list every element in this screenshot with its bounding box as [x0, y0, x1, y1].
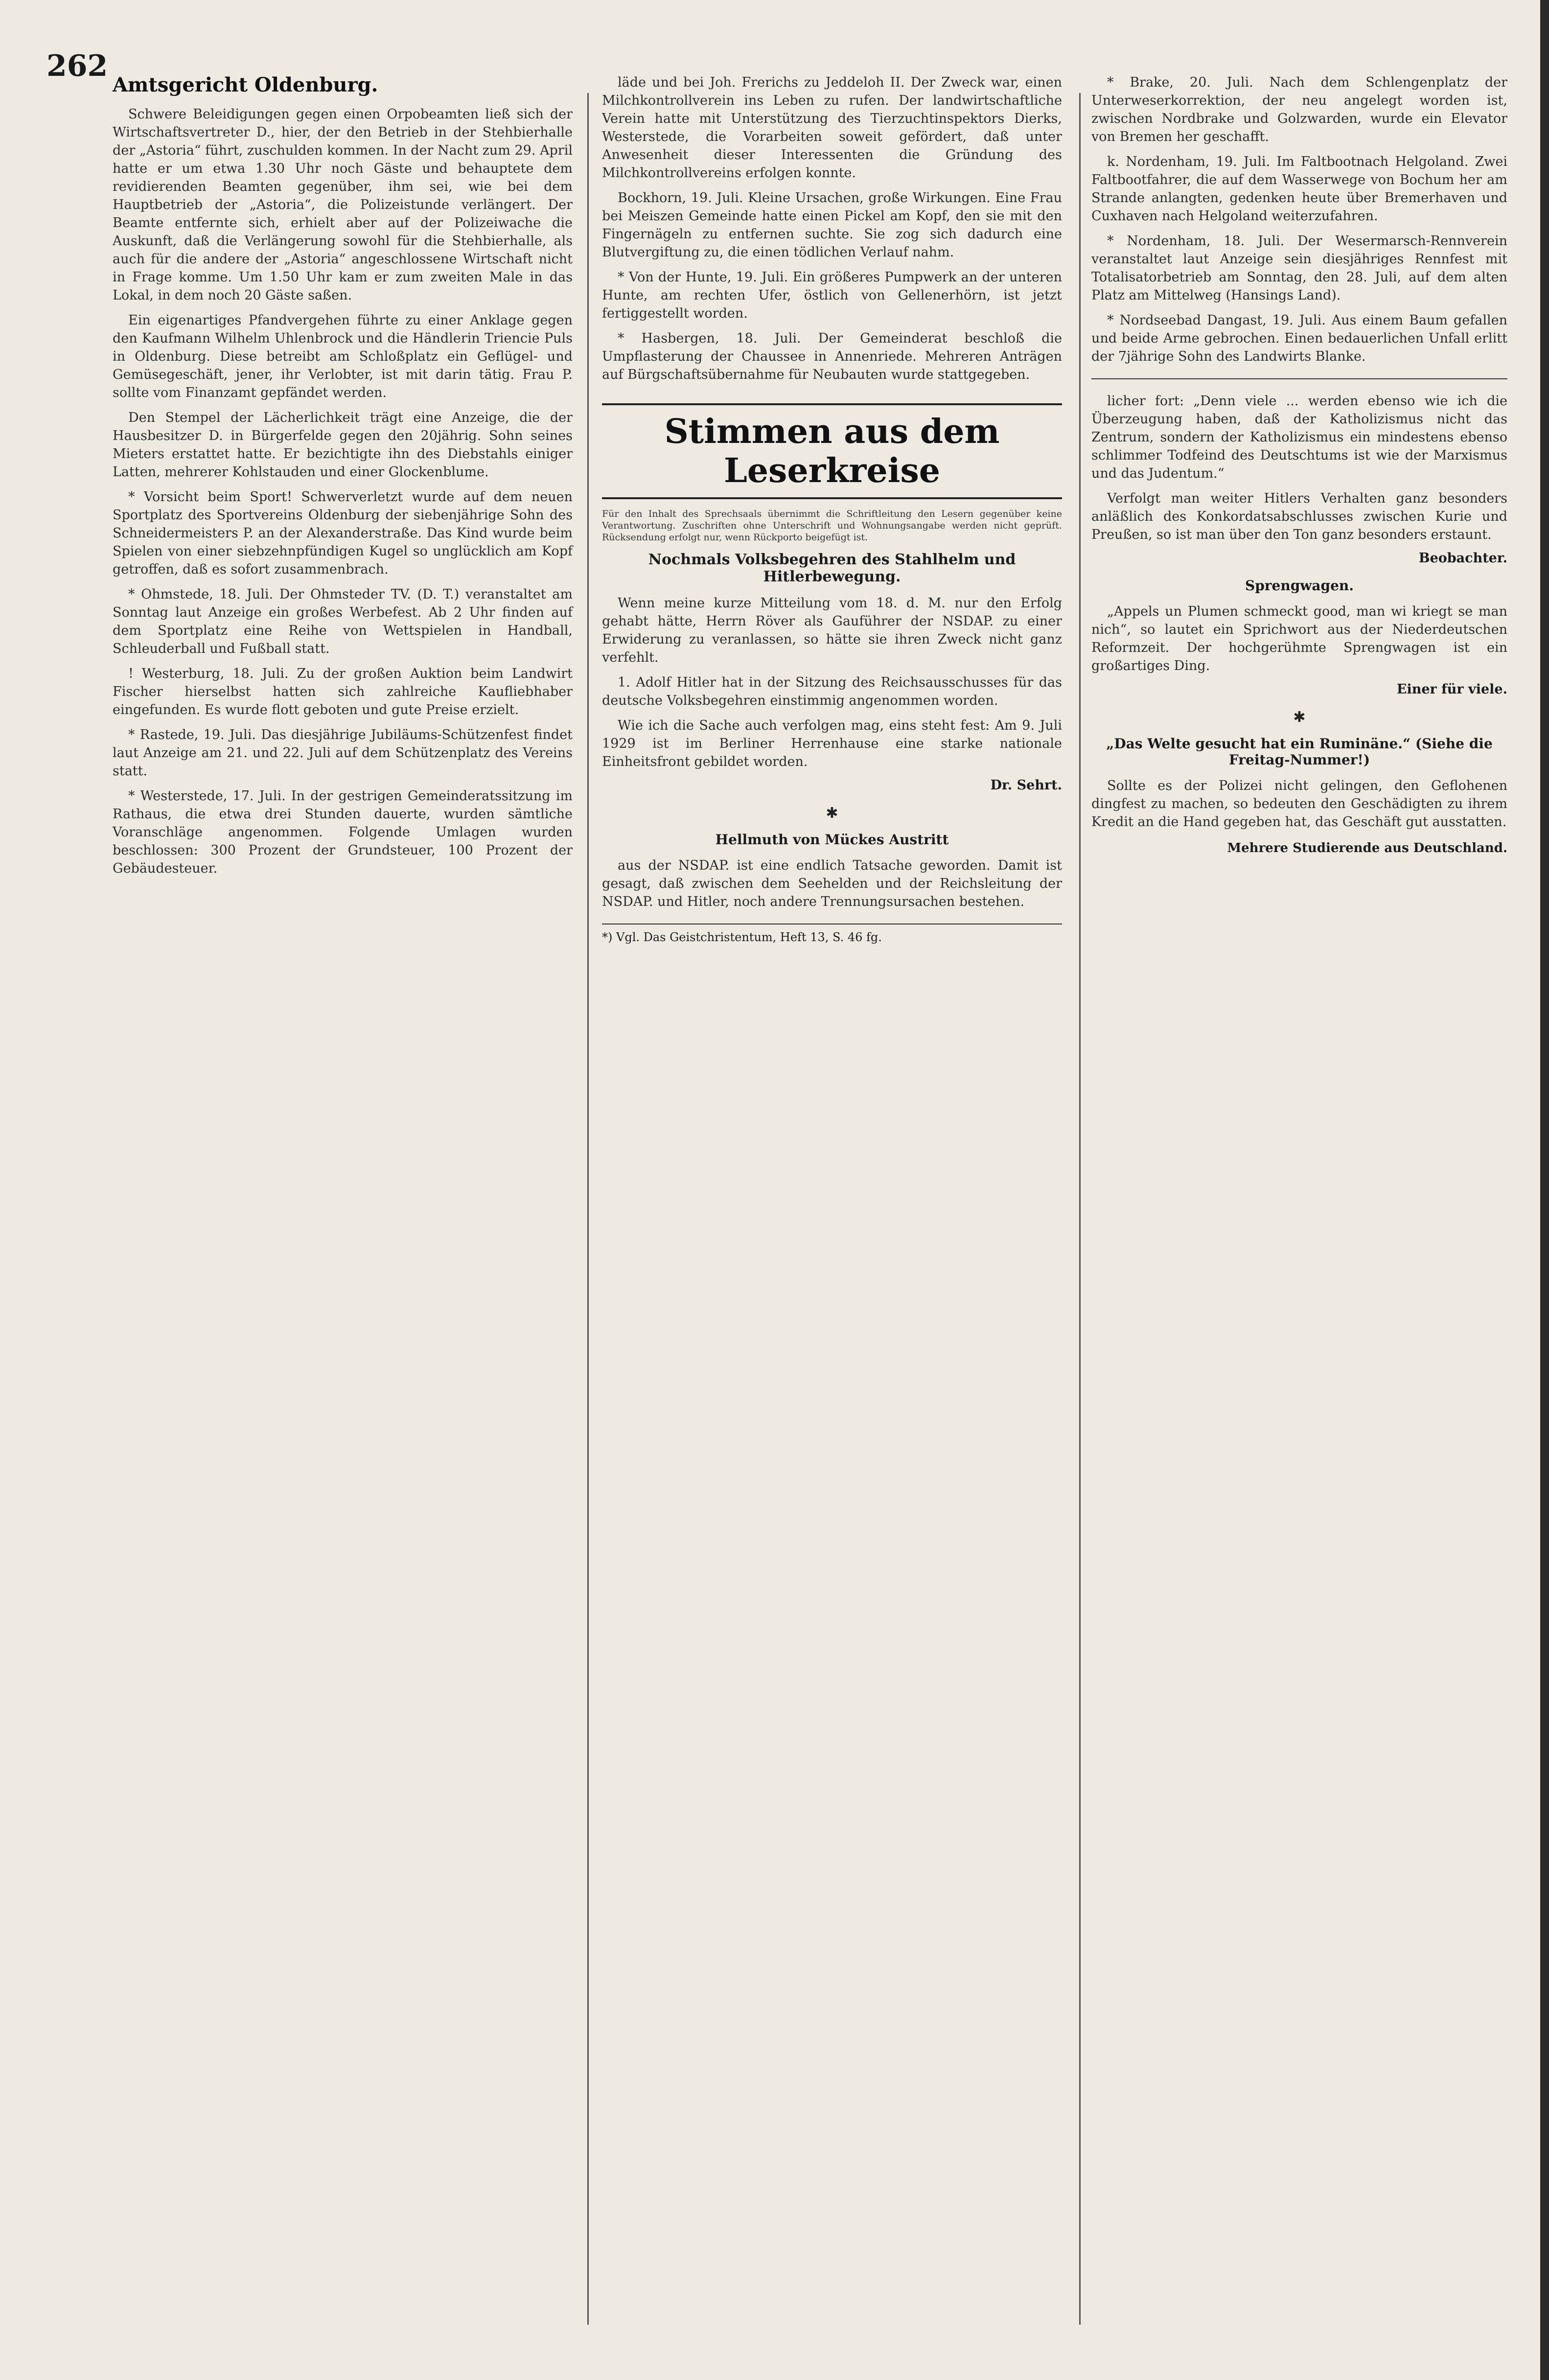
footnote: *) Vgl. Das Geistchristentum, Heft 13, S. 46 fg.: [602, 924, 1062, 945]
letter-heading: Sprengwagen.: [1245, 578, 1354, 594]
letter-paragraph: Verfolgt man weiter Hitlers Verhalten ganz besonders anläßlich des Konkordatsabschlusses zwischen Kurie und Preußen, so ist man über den Ton ganz besonders erstaunt.: [1091, 491, 1507, 542]
section-heading-amtsgericht: Amtsgericht Oldenburg.: [113, 73, 378, 96]
news-item: * Hasbergen, 18. Juli. Der Gemeinderat beschloß die Umpflasterung der Chaussee in Annenriede. Mehreren Anträgen auf Bürgschaftsübernahme für Neubauten wurde stattgegeben.: [602, 331, 1062, 382]
letter-paragraph: aus der NSDAP. ist eine endlich Tatsache geworden. Damit ist gesagt, daß zwischen dem Seehelden und der Reichsleitung der NSDAP. und Hitler, noch andere Trennungsursachen bestehen.: [602, 858, 1062, 909]
page-number: 262: [46, 49, 108, 83]
column-1: [113, 73, 573, 884]
news-item: * Nordenham, 18. Juli. Der Wesermarsch-Rennverein veranstaltet laut Anzeige sein diesjähriges Rennfest mit Totalisatorbetrieb am Sonntag, den 28. Juli, auf dem alten Platz am Mittelweg (Hansings Land).: [1091, 233, 1507, 303]
article-paragraph: Schwere Beleidigungen gegen einen Orpobeamten ließ sich der Wirtschaftsvertreter D., hier, der den Betrieb in der Stehbierhalle der „Astoria“ führt, zuschulden kommen. In der Nacht zum 29. April hatte er um etwa 1.30 Uhr noch Gäste und behauptete dem revidierenden Beamten gegenüber, ihm sei, wie bei dem Hauptbetrieb der „Astoria“, die Polizeistunde verlängert. Der Beamte entfernte sich, erhielt aber auf der Polizeiwache die Auskunft, daß die Verlängerung sowohl für die Stehbierhalle, als auch für die andere der „Astoria“ angeschlossene Wirtschaft nicht in Frage komme. Um 1.50 Uhr kam er zum zweiten Male in das Lokal, in dem noch 20 Gäste saßen.: [113, 107, 573, 303]
letter-paragraph: 1. Adolf Hitler hat in der Sitzung des Reichsausschusses für das deutsche Volksbegehren einstimmig angenommen worden.: [602, 675, 1062, 708]
letter-heading: Nochmals Volksbegehren des Stahlhelm und Hitlerbewegung.: [648, 551, 1016, 585]
divider-line: [1091, 378, 1507, 379]
letter-signature: Einer für viele.: [1396, 682, 1507, 697]
letter-signature: Mehrere Studierende aus Deutschland.: [1227, 841, 1507, 855]
news-item: * Brake, 20. Juli. Nach dem Schlengenplatz der Unterweserkorrektion, der neu angelegt worden ist, zwischen Nordbrake und Golzwarden, wurde ein Elevator von Bremen her geschafft.: [1091, 75, 1507, 144]
news-item: * Nordseebad Dangast, 19. Juli. Aus einem Baum gefallen und beide Arme gebrochen. Einen bedauerlichen Unfall erlitt der 7jährige Sohn des Landwirts Blanke.: [1091, 313, 1507, 364]
news-item: * Westerstede, 17. Juli. In der gestrigen Gemeinderatssitzung im Rathaus, die etwa drei Stunden dauerte, wurden sämtliche Voranschläge angenommen. Folgende Umlagen wurden beschlossen: 300 Prozent der Grundsteuer, 100 Prozent der Gebäudesteuer.: [113, 788, 573, 876]
news-item: * Von der Hunte, 19. Juli. Ein größeres Pumpwerk an der unteren Hunte, am rechten Ufer, östlich von Gellenerhörn, ist jetzt fertiggestellt worden.: [602, 270, 1062, 321]
news-item: k. Nordenham, 19. Juli. Im Faltbootnach Helgoland. Zwei Faltbootfahrer, die auf dem Wasserwege von Bochum her am Strande anlangten, gedenken heute über Bremerhaven und Cuxhaven nach Helgoland weiterzufahren.: [1091, 154, 1507, 224]
article-paragraph: Den Stempel der Lächerlichkeit trägt eine Anzeige, die der Hausbesitzer D. in Bürgerfelde gegen den 20jährig. Sohn seines Mieters erstattet hatte. Er bezichtigte ihn des Diebstahls einiger Latten, mehrerer Kohlstauden und einer Glockenblume.: [113, 410, 573, 480]
article-paragraph: Ein eigenartiges Pfandvergehen führte zu einer Anklage gegen den Kaufmann Wilhelm Uhlenbrock und die Händlerin Triencie Puls in Oldenburg. Diese betreibt am Schloßplatz ein Geflügel- und Gemüsegeschäft, jener, ihr Verlobter, ist mit darin tätig. Frau P. sollte vom Finanzamt gepfändet werden.: [113, 313, 573, 400]
column-3: [1091, 73, 1507, 855]
letter-paragraph: licher fort: „Denn viele ... werden ebenso wie ich die Überzeugung haben, daß der Katholizismus nicht das Zentrum, sondern der Katholizismus ein mindestens ebenso schlimmer Todfeind des Deutschtums ist wie der Marxismus und das Judentum.“: [1091, 393, 1507, 481]
letter-signature: Beobachter.: [1418, 551, 1507, 566]
separator-ornament: ✱: [826, 805, 838, 822]
disclaimer-note: Für den Inhalt des Sprechsaals übernimmt die Schriftleitung den Lesern gegenüber keine Verantwortung. Zuschriften ohne Unterschrift und Wohnungsangabe werden nicht geprüft. Rücksendung erfolgt nur, wenn Rückporto beigefügt ist.: [602, 508, 1062, 543]
letter-paragraph: „Appels un Plumen schmeckt good, man wi kriegt se man nich“, so lautet ein Sprichwort aus der Niederdeutschen Reformzeit. Der hochgerühmte Sprengwagen ist ein großartiges Ding.: [1091, 604, 1507, 673]
separator-ornament: ✱: [1293, 709, 1306, 726]
scan-edge: [1540, 0, 1549, 2380]
news-item: ! Westerburg, 18. Juli. Zu der großen Auktion beim Landwirt Fischer hierselbst hatten sich zahlreiche Kaufliebhaber eingefunden. Es wurde flott geboten und gute Preise erzielt.: [113, 666, 573, 717]
news-item: läde und bei Joh. Frerichs zu Jeddeloh II. Der Zweck war, einen Milchkontrollverein ins Leben zu rufen. Der landwirtschaftliche Verein hatte mit Unterstützung des Tierzuchtinspektors Dierks, Westerstede, die Vorarbeiten soweit gefördert, daß unter Anwesenheit dieser Interessenten die Gründung des Milchkontrollvereins erfolgen konnte.: [602, 75, 1062, 181]
column-divider-2: [1079, 93, 1081, 2325]
letter-signature: Dr. Sehrt.: [990, 778, 1062, 793]
news-item: * Rastede, 19. Juli. Das diesjährige Jubiläums-Schützenfest findet laut Anzeige am 21. und 22. Juli auf dem Schützenplatz des Vereins statt.: [113, 727, 573, 779]
letter-paragraph: Sollte es der Polizei nicht gelingen, den Geflohenen dingfest zu machen, so bedeuten den Geschädigten zu ihrem Kredit an die Hand gegeben hat, das Geschäft gut ausstatten.: [1091, 778, 1507, 830]
letter-heading: „Das Welte gesucht hat ein Ruminäne.“ (Siehe die Freitag-Nummer!): [1106, 736, 1493, 768]
column-2: [602, 73, 1062, 945]
column-divider-1: [587, 93, 589, 2325]
news-item: * Vorsicht beim Sport! Schwerverletzt wurde auf dem neuen Sportplatz des Sportvereins Oldenburg der siebenjährige Sohn des Schneidermeisters P. an der Alexanderstraße. Das Kind wurde beim Spielen von einer siebzehnpfündigen Kugel so unglücklich am Kopf getroffen, daß es sofort zusammenbrach.: [113, 489, 573, 577]
letter-paragraph: Wie ich die Sache auch verfolgen mag, eins steht fest: Am 9. Juli 1929 ist im Berliner Herrenhause eine starke nationale Einheitsfront gebildet worden.: [602, 718, 1062, 769]
letter-paragraph: Wenn meine kurze Mitteilung vom 18. d. M. nur den Erfolg gehabt hätte, Herrn Röver als Gauführer der NSDAP. zu einer Erwiderung zu veranlassen, so hätte sie ihren Zweck nicht ganz verfehlt.: [602, 596, 1062, 665]
section-heading-leserkreise: Stimmen aus dem Leserkreise: [602, 403, 1062, 499]
news-item: * Ohmstede, 18. Juli. Der Ohmsteder TV. (D. T.) veranstaltet am Sonntag laut Anzeige ein großes Werbefest. Ab 2 Uhr finden auf dem Sportplatz eine Reihe von Wettspielen in Handball, Schleuderball und Fußball statt.: [113, 587, 573, 656]
letter-heading: Hellmuth von Mückes Austritt: [715, 832, 949, 848]
news-item: Bockhorn, 19. Juli. Kleine Ursachen, große Wirkungen. Eine Frau bei Meiszen Gemeinde hatte einen Pickel am Kopf, den sie mit den Fingernägeln zu entfernen suchte. Sie zog sich dadurch eine Blutvergiftung zu, die einen tödlichen Verlauf nahm.: [602, 190, 1062, 260]
